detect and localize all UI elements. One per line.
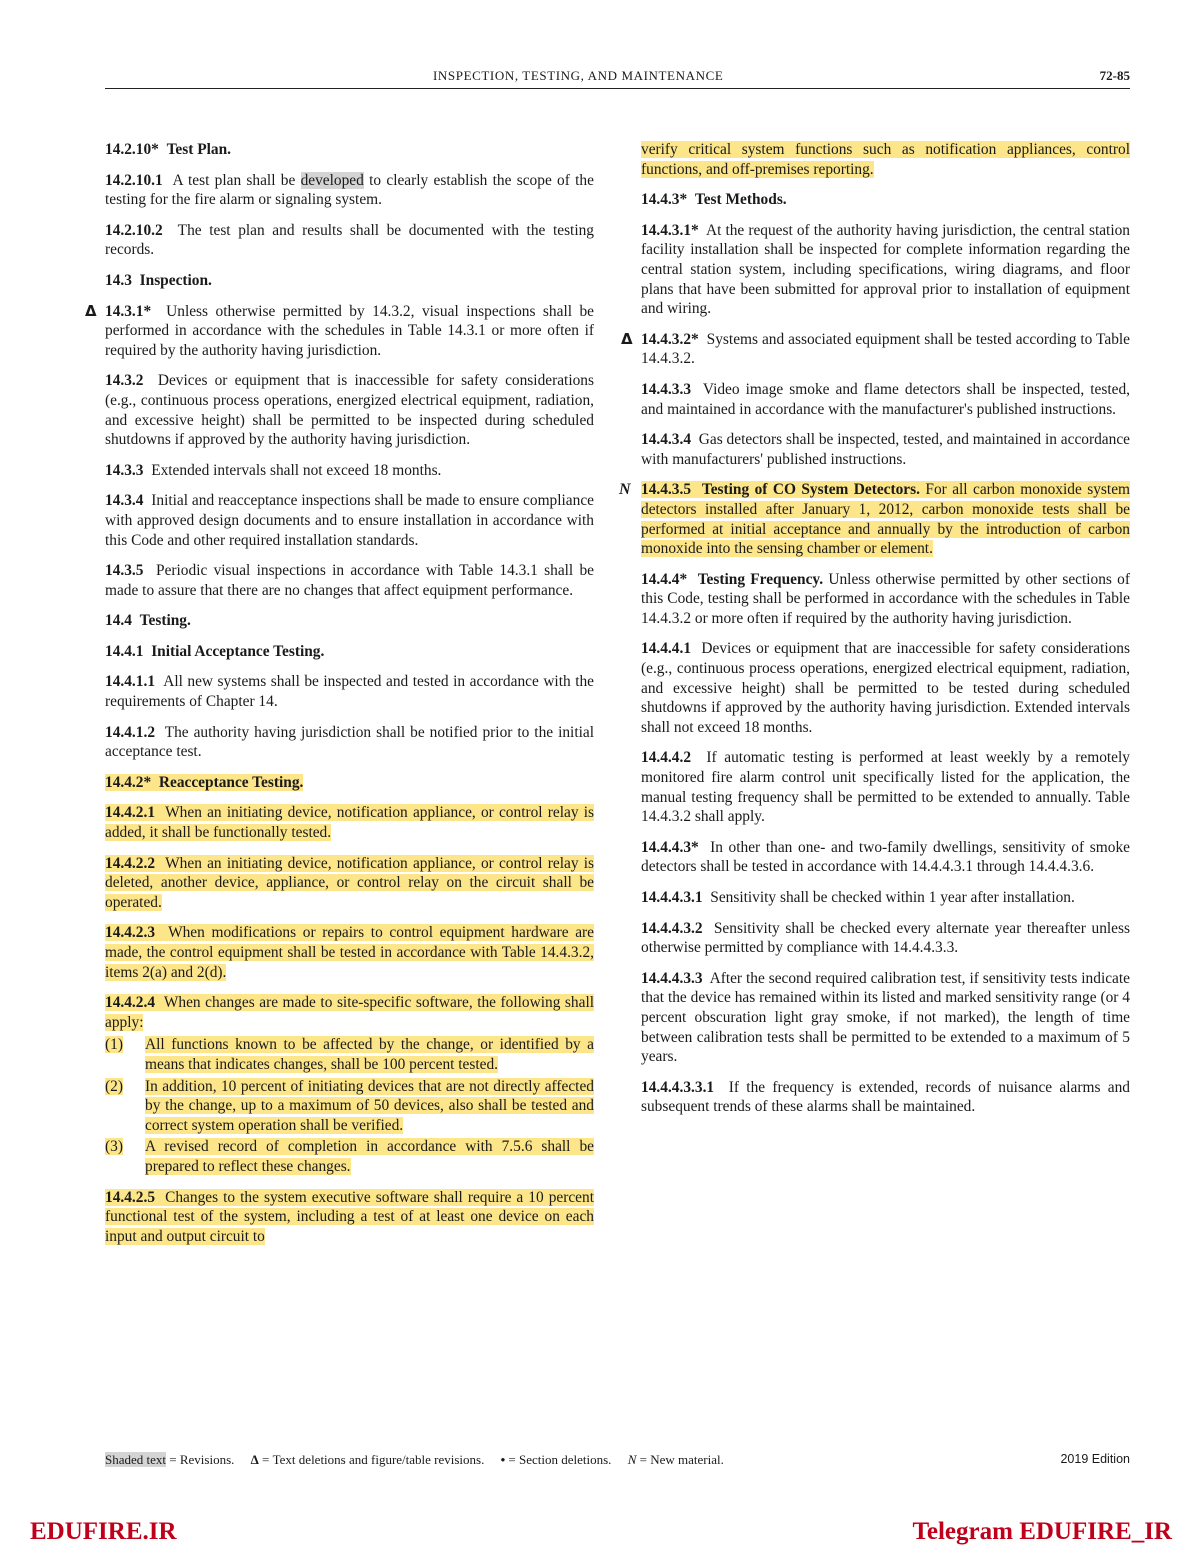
para-14-4-3-2: Δ 14.4.3.2* Systems and associated equipment shall be tested according to Table 14.4.3.2. [621, 329, 1130, 368]
para-14-3: 14.3 Inspection. [105, 271, 212, 289]
para-14-4-2-4: 14.4.2.4 When changes are made to site-specific software, the following shall apply: [105, 994, 594, 1031]
para-14-4-4-1: 14.4.4.1 Devices or equipment that are inaccessible for safety considerations (e.g., continuous process operations, energized electrical equipment, radiation, and excessive height) shall be permitted to be tested during scheduled shutdowns if approved by the authority having jurisdiction. Extended intervals shall not exceed 18 months. [641, 640, 1130, 736]
para-14-4-3-3: 14.4.3.3 Video image smoke and flame detectors shall be inspected, tested, and maintained in accordance with the manufacturer's published instructions. [641, 380, 1130, 418]
para-14-4-2: 14.4.2* Reacceptance Testing. [105, 773, 304, 791]
new-material-icon: N [619, 481, 631, 499]
watermark-right: Telegram EDUFIRE_IR [912, 1518, 1172, 1545]
shaded-text-sample: Shaded text [105, 1452, 167, 1467]
bullet-icon: • [500, 1452, 506, 1467]
para-14-4-3: 14.4.3* Test Methods. [641, 191, 787, 209]
para-14-4-2-2: 14.4.2.2 When an initiating device, notification appliance, or control relay is deleted, another device, appliance, or control relay on the circuit shall be operated. [105, 854, 594, 911]
para-14-4-2-1: 14.4.2.1 When an initiating device, notification appliance, or control relay is added, it shall be functionally tested. [105, 804, 594, 842]
para-continued: verify critical system functions such as notification appliances, control functions, and off-premises reporting. [641, 141, 1130, 178]
para-14-4-4-2: 14.4.4.2 If automatic testing is performed at least weekly by a remotely monitored fire alarm control unit specifically listed for the application, the manual testing frequency shall be permitted to be extended to annually. Table 14.4.3.2 shall apply. [641, 749, 1130, 826]
page-number: 72-85 [1099, 68, 1130, 83]
right-column [619, 140, 1130, 1128]
para-14-4-3-4: 14.4.3.4 Gas detectors shall be inspected, tested, and maintained in accordance with manufacturers' published instructions. [641, 431, 1130, 468]
para-14-3-4: 14.3.4 Initial and reacceptance inspections shall be made to ensure compliance with approved design documents and to ensure installation in accordance with this Code and other required installation standards. [105, 492, 594, 549]
delta-revision-icon: Δ [85, 301, 97, 320]
para-14-4-2-3: 14.4.2.3 When modifications or repairs to control equipment hardware are made, the control equipment shall be tested in accordance with Table 14.4.3.2, items 2(a) and 2(d). [105, 924, 594, 981]
para-14-3-3: 14.3.3 Extended intervals shall not exceed 18 months. [105, 461, 442, 479]
para-14-3-1: Δ 14.3.1* Unless otherwise permitted by 14.3.2, visual inspections shall be performed in accordance with the schedules in Table 14.3.1 or more often if required by the authority having jurisdiction. [85, 301, 595, 359]
list-item: (3) A revised record of completion in accordance with 7.5.6 shall be prepared to reflect these changes. [105, 1138, 594, 1175]
para-14-4-4-3-1: 14.4.4.3.1 Sensitivity shall be checked within 1 year after installation. [641, 889, 1075, 906]
para-14-4-3-5: N 14.4.3.5 Testing of CO System Detectors. For all carbon monoxide system detectors installed after January 1, 2012, carbon monoxide tests shall be performed at initial acceptance and annually by the introduction of carbon monoxide into the sensing chamber or element. [619, 481, 1130, 558]
left-column [85, 140, 595, 1257]
delta-icon: Δ [250, 1452, 259, 1467]
para-14-4-2-5: 14.4.2.5 Changes to the system executive software shall require a 10 percent functional test of the system, including a test of at least one device on each input and output circuit to [105, 1188, 594, 1245]
footer-legend: Shaded text = Revisions. Δ = Text deletions and figure/table revisions. • = Section deletions. N = New material. 2019 Edition [105, 1452, 1130, 1467]
para-14-4-1: 14.4.1 Initial Acceptance Testing. [105, 642, 325, 660]
new-material-icon: N [627, 1452, 637, 1467]
para-14-3-2: 14.3.2 Devices or equipment that is inaccessible for safety considerations (e.g., continuous process operations, energized electrical equipment, radiation, and excessive height) shall be permitted to be inspected during scheduled shutdowns if approved by the authority having jurisdiction. [105, 372, 594, 449]
header-title: INSPECTION, TESTING, AND MAINTENANCE [433, 68, 724, 83]
delta-revision-icon: Δ [621, 329, 633, 348]
para-14-4-1-1: 14.4.1.1 All new systems shall be inspected and tested in accordance with the requirements of Chapter 14. [105, 673, 594, 711]
para-14-4-3-1: 14.4.3.1* At the request of the authority having jurisdiction, the central station facility installation shall be inspected for complete information regarding the central station system, including specifications, wiring diagrams, and floor plans that have been submitted for approval prior to installation of equipment and wiring. [641, 221, 1130, 318]
list-item: (2) In addition, 10 percent of initiating devices that are not directly affected by the change, up to a maximum of 50 devices, also shall be tested and correct system operation shall be verified. [105, 1077, 594, 1134]
para-14-4-4: 14.4.4* Testing Frequency. Unless otherwise permitted by other sections of this Code, testing shall be performed in accordance with the schedules in Table 14.4.3.2 or more often if required by the authority having jurisdiction. [641, 570, 1130, 627]
para-14-4-4-3-2: 14.4.4.3.2 Sensitivity shall be checked every alternate year thereafter unless otherwise permitted by compliance with 14.4.4.3.3. [641, 919, 1130, 957]
para-14-4: 14.4 Testing. [105, 612, 191, 630]
running-header [105, 66, 1130, 89]
edition-label: 2019 Edition [1060, 1452, 1130, 1466]
para-14-2-10-1: 14.2.10.1 A test plan shall be developed to clearly establish the scope of the testing for the fire alarm or signaling system. [105, 171, 594, 209]
para-14-4-4-3: 14.4.4.3* In other than one- and two-family dwellings, sensitivity of smoke detectors shall be tested in accordance with 14.4.4.3.1 through 14.4.4.3.6. [641, 838, 1130, 876]
list-item: (1) All functions known to be affected by the change, or identified by a means that indicates changes, shall be 100 percent tested. [105, 1036, 594, 1073]
para-14-2-10: 14.2.10* Test Plan. [105, 141, 232, 158]
para-14-4-4-3-3: 14.4.4.3.3 After the second required calibration test, if sensitivity tests indicate that the device has remained within its listed and marked sensitivity range (or 4 percent obscuration light gray smoke, if not marked), the length of time between calibration tests shall be permitted to be extended to a maximum of 5 years. [641, 969, 1130, 1066]
watermark-left: EDUFIRE.IR [30, 1518, 177, 1545]
para-14-4-4-3-3-1: 14.4.4.3.3.1 If the frequency is extended, records of nuisance alarms and subsequent trends of these alarms shall be maintained. [641, 1078, 1130, 1116]
para-14-4-1-2: 14.4.1.2 The authority having jurisdiction shall be notified prior to the initial acceptance test. [105, 723, 594, 761]
para-14-2-10-2: 14.2.10.2 The test plan and results shall be documented with the testing records. [105, 221, 594, 259]
para-14-3-5: 14.3.5 Periodic visual inspections in accordance with Table 14.3.1 shall be made to assure that there are no changes that affect equipment performance. [105, 562, 594, 599]
